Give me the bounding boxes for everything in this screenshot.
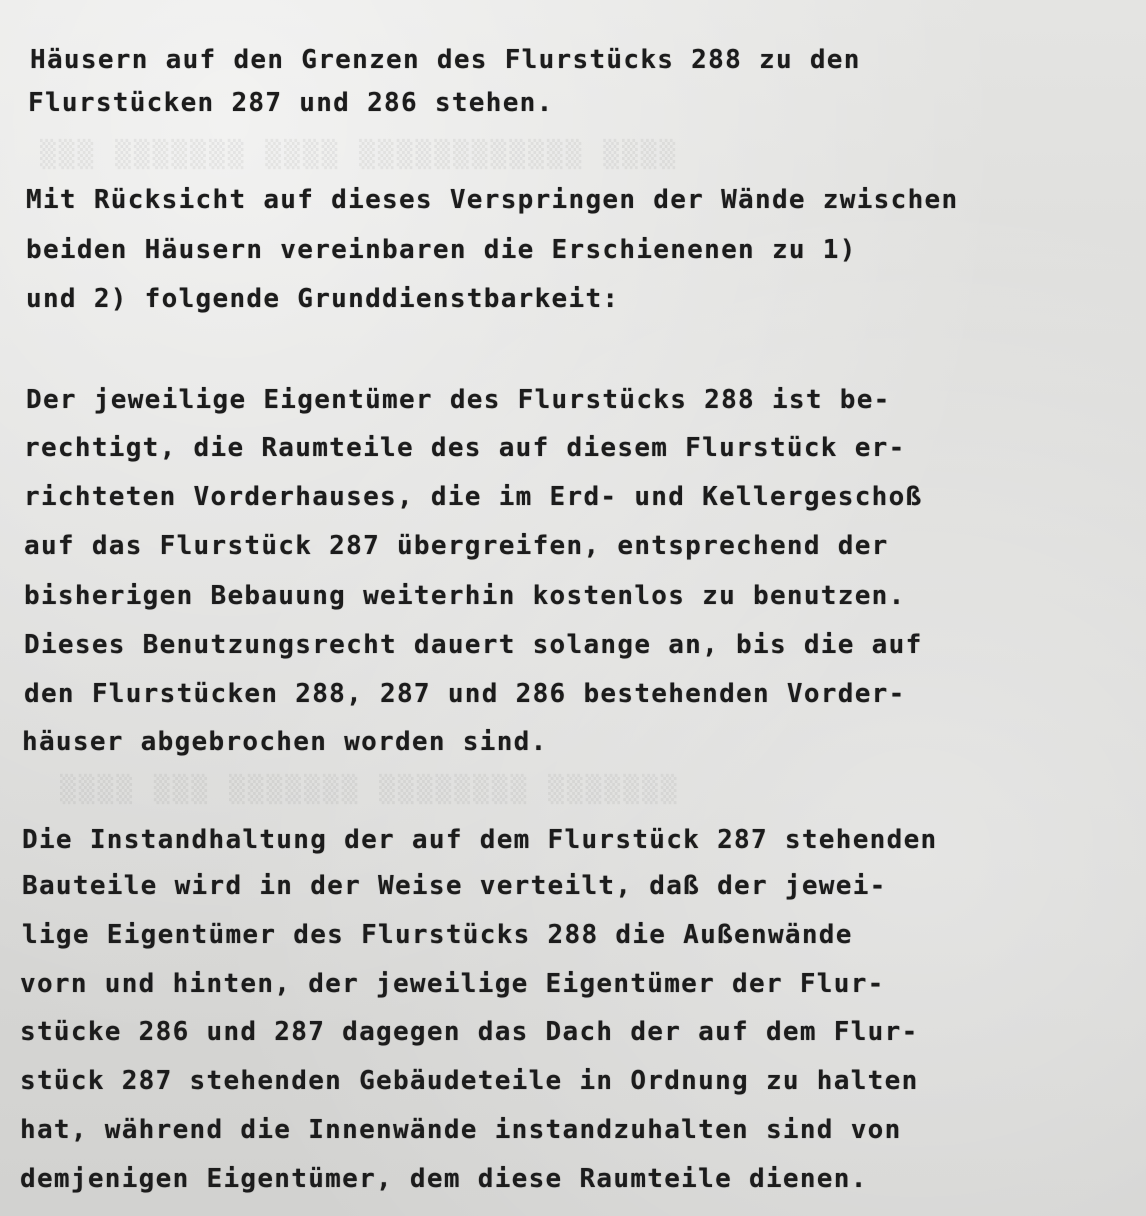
bleed-through-texture: ▒▒▒▒ ▒▒▒ ▒▒▒▒▒▒▒ ▒▒▒▒▒▒▒▒ ▒▒▒▒▒▒▒ (60, 775, 680, 805)
text-line: Die Instandhaltung der auf dem Flurstück 287 stehenden (22, 825, 938, 855)
text-line: rechtigt, die Raumteile des auf diesem Flurstück er- (24, 433, 906, 463)
text-line: häuser abgebrochen worden sind. (22, 727, 548, 757)
text-line: hat, während die Innenwände instandzuhalten sind von (20, 1115, 902, 1145)
text-line: stücke 286 und 287 dagegen das Dach der auf dem Flur- (20, 1017, 919, 1047)
text-line: stück 287 stehenden Gebäudeteile in Ordnung zu halten (20, 1066, 919, 1096)
text-line: auf das Flurstück 287 übergreifen, entsprechend der (24, 531, 889, 561)
text-line: beiden Häusern vereinbaren die Erschienenen zu 1) (26, 235, 857, 265)
text-line: richteten Vorderhauses, die im Erd- und Kellergeschoß (24, 482, 923, 512)
bleed-through-texture: ▒▒▒ ▒▒▒▒▒▒▒ ▒▒▒▒ ▒▒▒▒▒▒▒▒▒▒▒▒ ▒▒▒▒ (40, 140, 679, 170)
text-line: Der jeweilige Eigentümer des Flurstücks 288 ist be- (26, 385, 891, 415)
text-line: bisherigen Bebauung weiterhin kostenlos zu benutzen. (24, 581, 906, 611)
text-line: lige Eigentümer des Flurstücks 288 die Außenwände (22, 920, 853, 950)
text-line: Dieses Benutzungsrecht dauert solange an, bis die auf (24, 630, 923, 660)
text-line: und 2) folgende Grunddienstbarkeit: (26, 284, 620, 314)
text-line: den Flurstücken 288, 287 und 286 bestehenden Vorder- (24, 679, 906, 709)
text-line: Mit Rücksicht auf dieses Verspringen der Wände zwischen (26, 185, 959, 215)
text-line: vorn und hinten, der jeweilige Eigentümer der Flur- (20, 969, 885, 999)
text-line: Häusern auf den Grenzen des Flurstücks 288 zu den (30, 45, 861, 75)
text-line: Flurstücken 287 und 286 stehen. (28, 88, 554, 118)
text-line: demjenigen Eigentümer, dem diese Raumteile dienen. (20, 1164, 868, 1194)
text-line: Bauteile wird in der Weise verteilt, daß der jewei- (22, 871, 887, 901)
